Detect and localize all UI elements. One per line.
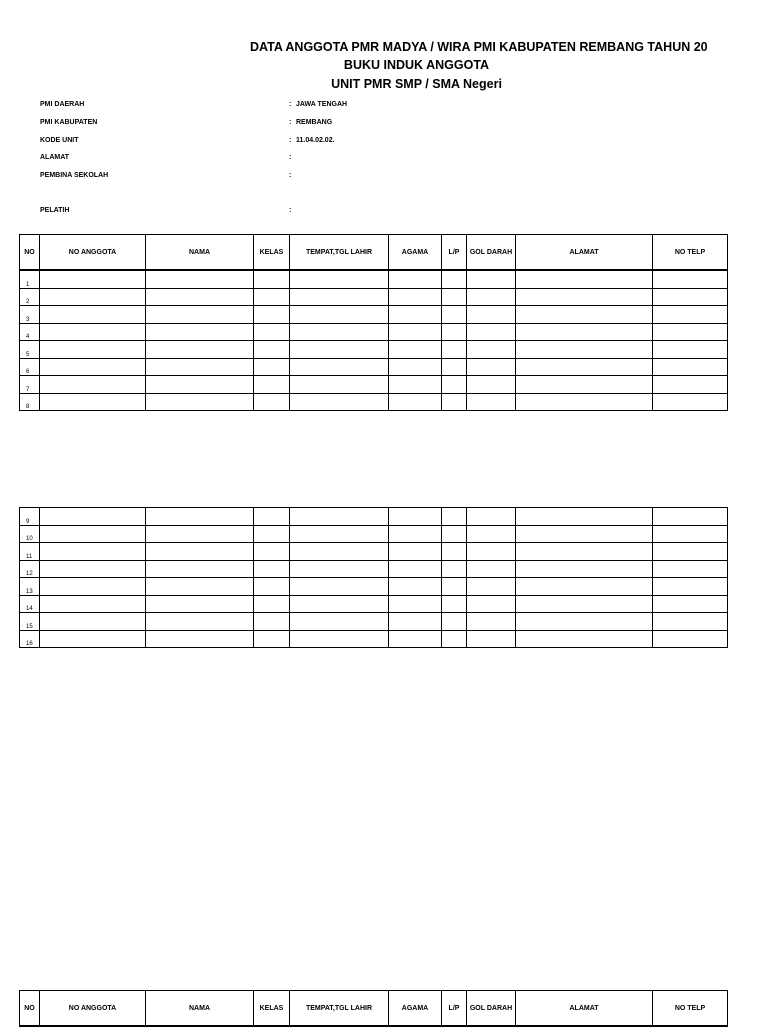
table-cell	[389, 525, 442, 543]
table-cell	[254, 595, 290, 613]
table-cell	[146, 630, 254, 648]
table-cell	[290, 525, 389, 543]
table-cell	[467, 341, 516, 359]
table-cell	[146, 393, 254, 411]
table-cell	[516, 341, 653, 359]
table-cell	[146, 613, 254, 631]
table-cell	[516, 525, 653, 543]
table-cell	[442, 376, 467, 394]
table-cell	[653, 613, 728, 631]
row-number: 11	[20, 543, 40, 561]
info-label: PMI KABUPATEN	[40, 119, 98, 126]
table-row	[20, 358, 728, 376]
info-label: ALAMAT	[40, 154, 70, 161]
table-cell	[516, 613, 653, 631]
table-cell	[389, 630, 442, 648]
column-header-no: NO	[20, 991, 40, 1027]
table-cell	[467, 595, 516, 613]
table-cell	[389, 270, 442, 288]
table-cell	[146, 270, 254, 288]
info-separator: :	[289, 119, 292, 126]
table-cell	[40, 341, 146, 359]
table-cell	[290, 323, 389, 341]
document-title: DATA ANGGOTA PMR MADYA / WIRA PMI KABUPATEN REMBANG TAHUN 20	[250, 40, 708, 54]
table-cell	[146, 578, 254, 596]
table-cell	[442, 341, 467, 359]
table-cell	[467, 525, 516, 543]
table-cell	[653, 560, 728, 578]
table-cell	[653, 323, 728, 341]
table-cell	[516, 578, 653, 596]
table-cell	[389, 358, 442, 376]
table-cell	[516, 543, 653, 561]
row-number: 8	[20, 393, 40, 411]
table-cell	[467, 393, 516, 411]
table-cell	[254, 323, 290, 341]
table-cell	[290, 358, 389, 376]
info-label: KODE UNIT	[40, 137, 79, 144]
table-cell	[442, 543, 467, 561]
table-cell	[40, 393, 146, 411]
table-row	[20, 270, 728, 288]
table-cell	[653, 630, 728, 648]
table-cell	[290, 306, 389, 324]
table-cell	[442, 630, 467, 648]
table-cell	[40, 560, 146, 578]
table-cell	[653, 306, 728, 324]
info-label: PEMBINA SEKOLAH	[40, 172, 109, 179]
table-cell	[254, 560, 290, 578]
table-row	[20, 613, 728, 631]
table-cell	[146, 543, 254, 561]
table-cell	[442, 613, 467, 631]
info-value: JAWA TENGAH	[296, 101, 348, 108]
table-cell	[442, 358, 467, 376]
table-cell	[290, 376, 389, 394]
table-cell	[40, 595, 146, 613]
table-cell	[254, 630, 290, 648]
table-cell	[254, 578, 290, 596]
table-cell	[653, 376, 728, 394]
table-row	[20, 288, 728, 306]
table-cell	[254, 270, 290, 288]
table-cell	[389, 376, 442, 394]
table-cell	[389, 595, 442, 613]
table-cell	[146, 288, 254, 306]
row-number: 2	[20, 288, 40, 306]
table-cell	[442, 288, 467, 306]
member-table-section-3-header	[19, 990, 728, 1027]
table-cell	[516, 595, 653, 613]
table-cell	[653, 341, 728, 359]
table-cell	[442, 270, 467, 288]
info-label: PELATIH	[40, 207, 70, 214]
table-cell	[254, 358, 290, 376]
table-cell	[146, 376, 254, 394]
table-cell	[290, 543, 389, 561]
column-header-agama: AGAMA	[389, 235, 442, 271]
table-cell	[516, 508, 653, 526]
table-cell	[442, 323, 467, 341]
table-cell	[467, 306, 516, 324]
column-header-no: NO	[20, 235, 40, 271]
table-cell	[389, 578, 442, 596]
column-header-alamat: ALAMAT	[516, 991, 653, 1027]
table-cell	[290, 560, 389, 578]
table-cell	[40, 376, 146, 394]
table-cell	[290, 288, 389, 306]
table-cell	[389, 543, 442, 561]
member-table-section-2	[19, 507, 728, 648]
table-cell	[389, 560, 442, 578]
row-number: 10	[20, 525, 40, 543]
table-cell	[40, 630, 146, 648]
table-row	[20, 306, 728, 324]
row-number: 3	[20, 306, 40, 324]
table-cell	[516, 270, 653, 288]
table-cell	[389, 341, 442, 359]
table-cell	[146, 508, 254, 526]
column-header-kelas: KELAS	[254, 235, 290, 271]
table-cell	[442, 525, 467, 543]
table-cell	[516, 560, 653, 578]
row-number: 14	[20, 595, 40, 613]
table-row	[20, 393, 728, 411]
table-cell	[389, 393, 442, 411]
info-separator: :	[289, 207, 292, 214]
table-cell	[146, 358, 254, 376]
table-cell	[389, 306, 442, 324]
info-separator: :	[289, 137, 292, 144]
table-row	[20, 525, 728, 543]
table-cell	[467, 560, 516, 578]
table-cell	[254, 341, 290, 359]
row-number: 6	[20, 358, 40, 376]
column-header-gol-darah: GOL DARAH	[467, 235, 516, 271]
table-cell	[467, 613, 516, 631]
table-cell	[254, 376, 290, 394]
table-cell	[467, 376, 516, 394]
table-cell	[290, 508, 389, 526]
column-header-no-telp: NO TELP	[653, 235, 728, 271]
table-row	[20, 341, 728, 359]
table-cell	[40, 323, 146, 341]
row-number: 13	[20, 578, 40, 596]
table-cell	[389, 323, 442, 341]
table-cell	[40, 306, 146, 324]
table-cell	[40, 543, 146, 561]
column-header-tempat-tgl-lahir: TEMPAT,TGL LAHIR	[290, 235, 389, 271]
row-number: 9	[20, 508, 40, 526]
table-cell	[442, 578, 467, 596]
table-cell	[40, 270, 146, 288]
table-cell	[290, 630, 389, 648]
table-cell	[290, 578, 389, 596]
table-cell	[254, 508, 290, 526]
column-header-agama: AGAMA	[389, 991, 442, 1027]
table-cell	[653, 270, 728, 288]
table-cell	[653, 393, 728, 411]
info-value: REMBANG	[296, 119, 333, 126]
table-cell	[146, 595, 254, 613]
table-cell	[516, 288, 653, 306]
table-cell	[653, 508, 728, 526]
table-cell	[40, 525, 146, 543]
row-number: 5	[20, 341, 40, 359]
column-header-no-anggota: NO ANGGOTA	[40, 235, 146, 271]
table-row	[20, 595, 728, 613]
table-row	[20, 543, 728, 561]
table-cell	[516, 358, 653, 376]
table-cell	[40, 288, 146, 306]
table-cell	[516, 323, 653, 341]
table-cell	[254, 306, 290, 324]
table-row	[20, 508, 728, 526]
table-header-row	[20, 235, 728, 271]
table-cell	[442, 508, 467, 526]
table-cell	[290, 595, 389, 613]
table-row	[20, 630, 728, 648]
table-cell	[653, 288, 728, 306]
table-cell	[254, 393, 290, 411]
table-cell	[254, 613, 290, 631]
table-cell	[146, 341, 254, 359]
table-cell	[389, 508, 442, 526]
table-row	[20, 323, 728, 341]
column-header-no-anggota: NO ANGGOTA	[40, 991, 146, 1027]
table-cell	[290, 613, 389, 631]
column-header-lp: L/P	[442, 991, 467, 1027]
table-cell	[467, 288, 516, 306]
table-header-row	[20, 991, 728, 1027]
column-header-nama: NAMA	[146, 235, 254, 271]
table-cell	[442, 595, 467, 613]
column-header-no-telp: NO TELP	[653, 991, 728, 1027]
column-header-gol-darah: GOL DARAH	[467, 991, 516, 1027]
row-number: 4	[20, 323, 40, 341]
table-cell	[442, 393, 467, 411]
table-cell	[653, 543, 728, 561]
table-cell	[467, 578, 516, 596]
member-table-section-1	[19, 234, 728, 411]
document-subtitle: BUKU INDUK ANGGOTA	[343, 58, 490, 72]
table-row	[20, 578, 728, 596]
table-cell	[290, 270, 389, 288]
table-cell	[516, 376, 653, 394]
column-header-nama: NAMA	[146, 991, 254, 1027]
table-cell	[290, 393, 389, 411]
info-separator: :	[289, 172, 292, 179]
table-cell	[516, 630, 653, 648]
table-cell	[653, 595, 728, 613]
table-row	[20, 376, 728, 394]
table-cell	[389, 288, 442, 306]
table-cell	[467, 630, 516, 648]
row-number: 12	[20, 560, 40, 578]
table-cell	[442, 306, 467, 324]
info-separator: :	[289, 154, 292, 161]
table-cell	[40, 613, 146, 631]
table-cell	[467, 543, 516, 561]
table-cell	[254, 525, 290, 543]
table-cell	[146, 525, 254, 543]
column-header-alamat: ALAMAT	[516, 235, 653, 271]
row-number: 7	[20, 376, 40, 394]
table-cell	[290, 341, 389, 359]
table-cell	[146, 560, 254, 578]
table-cell	[467, 358, 516, 376]
table-cell	[254, 543, 290, 561]
table-cell	[40, 358, 146, 376]
table-cell	[442, 560, 467, 578]
column-header-lp: L/P	[442, 235, 467, 271]
table-cell	[516, 393, 653, 411]
table-cell	[146, 323, 254, 341]
row-number: 16	[20, 630, 40, 648]
column-header-kelas: KELAS	[254, 991, 290, 1027]
table-cell	[40, 578, 146, 596]
table-cell	[467, 270, 516, 288]
table-cell	[254, 288, 290, 306]
info-separator: :	[289, 101, 292, 108]
row-number: 1	[20, 270, 40, 288]
table-cell	[653, 525, 728, 543]
info-value: 11.04.02.02.	[296, 137, 335, 144]
info-label: PMI DAERAH	[40, 101, 85, 108]
table-cell	[146, 306, 254, 324]
document-unit: UNIT PMR SMP / SMA Negeri	[331, 77, 502, 91]
table-cell	[653, 358, 728, 376]
table-cell	[653, 578, 728, 596]
table-row	[20, 560, 728, 578]
table-cell	[40, 508, 146, 526]
table-cell	[389, 613, 442, 631]
table-cell	[467, 508, 516, 526]
row-number: 15	[20, 613, 40, 631]
table-cell	[467, 323, 516, 341]
table-cell	[516, 306, 653, 324]
column-header-tempat-tgl-lahir: TEMPAT,TGL LAHIR	[290, 991, 389, 1027]
